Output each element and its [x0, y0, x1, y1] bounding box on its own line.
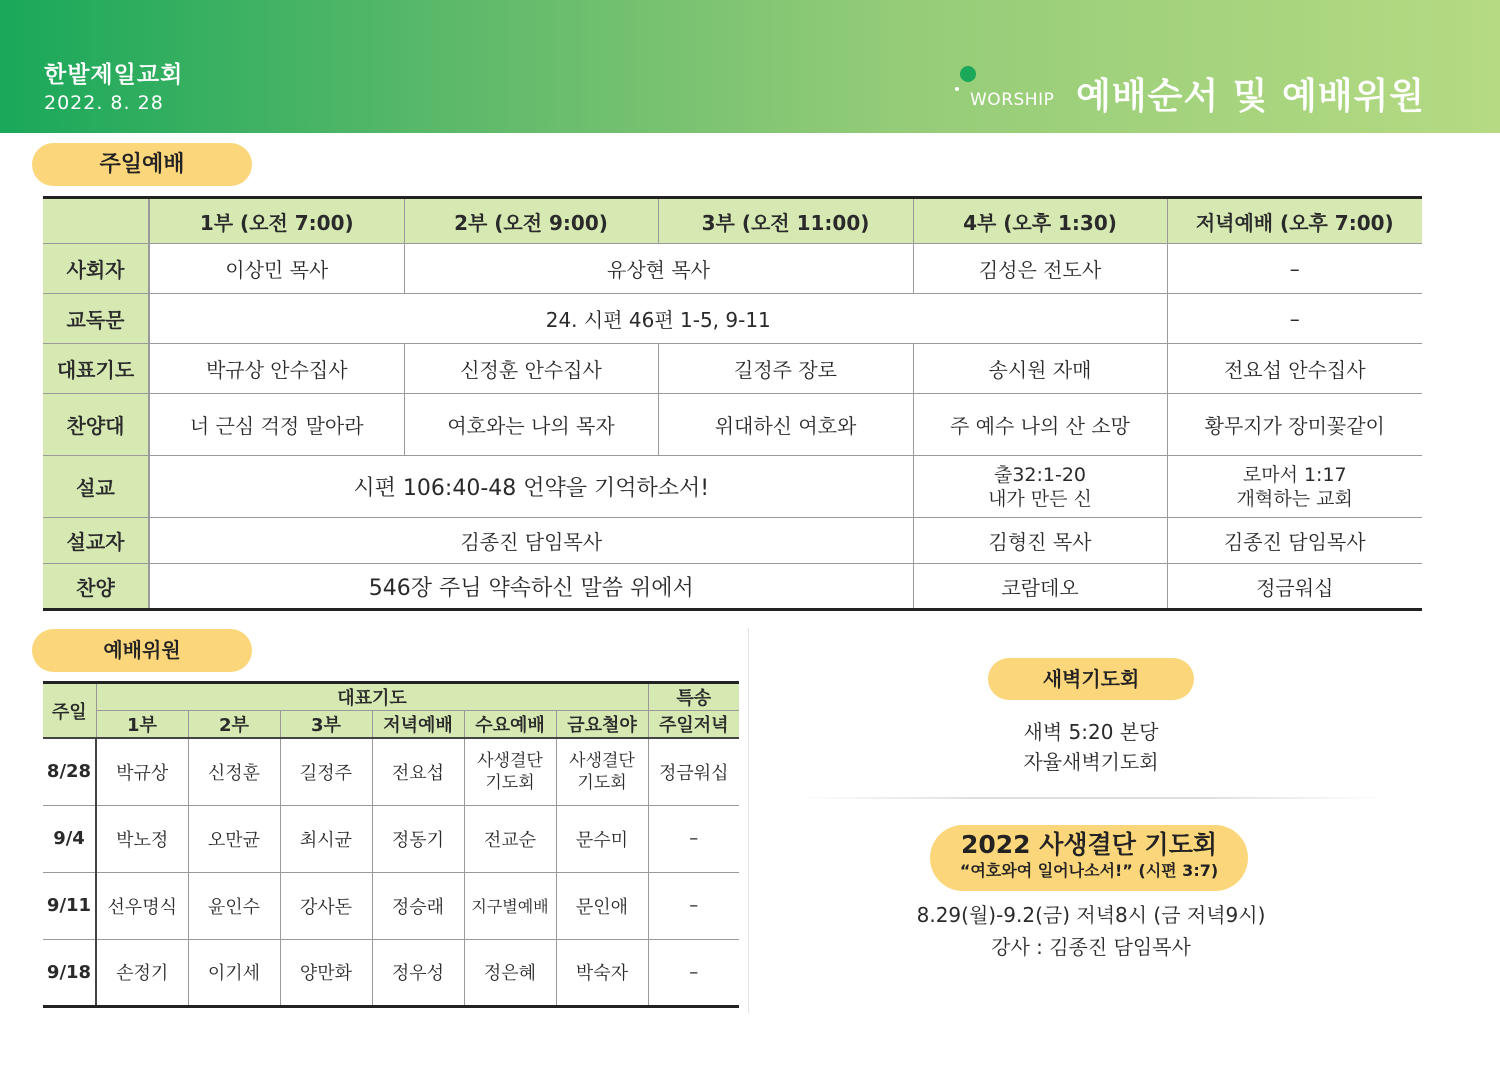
- table-cell: 정금워십: [648, 738, 739, 805]
- row-label: 설교자: [43, 518, 149, 564]
- horizontal-divider: [795, 797, 1385, 799]
- row-date: 8/28: [43, 738, 96, 805]
- section-label-en: WORSHIP: [970, 90, 1055, 110]
- table-cell: 지구별예배: [464, 872, 556, 939]
- table-header-row: [43, 198, 1422, 244]
- table-row: [43, 344, 1422, 394]
- dawn-prayer-time: 새벽 5:20 본당: [1023, 720, 1159, 744]
- table-cell: 24. 시편 46편 1-5, 9-11: [149, 294, 1167, 344]
- col-header: 주일저녁: [648, 711, 739, 739]
- row-label: 설교: [43, 456, 149, 518]
- table-cell: 유상현 목사: [404, 244, 913, 294]
- small-dot-icon: [955, 87, 959, 91]
- table-cell: 황무지가 장미꽃같이: [1167, 394, 1422, 456]
- row-label: 찬양: [43, 564, 149, 610]
- table-cell: 이상민 목사: [149, 244, 404, 294]
- row-label: 교독문: [43, 294, 149, 344]
- table-cell: –: [648, 805, 739, 872]
- revival-title: 2022 사생결단 기도회: [960, 830, 1218, 859]
- worship-staff-table: [43, 681, 739, 1008]
- table-row: [43, 244, 1422, 294]
- table-cell: –: [1167, 244, 1422, 294]
- table-row: [43, 872, 739, 939]
- table-cell: 최시균: [280, 805, 372, 872]
- table-row: [43, 394, 1422, 456]
- table-cell: 정은혜: [464, 939, 556, 1006]
- sermon-passage: 출32:1-20: [993, 463, 1087, 486]
- table-row: [43, 939, 739, 1006]
- col-header: 저녁예배: [372, 711, 464, 739]
- table-cell: 코람데오: [913, 564, 1167, 610]
- col-group-prayer: 대표기도: [96, 683, 648, 711]
- table-cell: 송시원 자매: [913, 344, 1167, 394]
- table-cell: –: [648, 872, 739, 939]
- sermon-title: 내가 만든 신: [988, 487, 1092, 510]
- row-date: 9/18: [43, 939, 96, 1006]
- table-header-row: [43, 711, 739, 739]
- worship-staff-label: 예배위원: [32, 629, 252, 672]
- table-cell: 오만균: [188, 805, 280, 872]
- table-cell: 문수미: [556, 805, 648, 872]
- dawn-prayer-desc: 자율새벽기도회: [1023, 750, 1159, 774]
- table-cell: 길정주 장로: [658, 344, 913, 394]
- table-cell: 전요섭 안수집사: [1167, 344, 1422, 394]
- table-cell: 정우성: [372, 939, 464, 1006]
- col-group-special: 특송: [648, 683, 739, 711]
- table-cell: 여호와는 나의 목자: [404, 394, 658, 456]
- vertical-divider: [748, 628, 749, 1013]
- revival-subtitle: “여호와여 일어나소서!” (시편 3:7): [959, 861, 1219, 880]
- table-cell: 시편 106:40-48 언약을 기억하소서!: [149, 456, 913, 518]
- revival-speaker: 강사 : 김종진 담임목사: [991, 935, 1191, 959]
- corner-cell: [43, 198, 149, 244]
- table-cell: 주 예수 나의 산 소망: [913, 394, 1167, 456]
- dot-icon: [960, 66, 976, 82]
- table-cell: 정동기: [372, 805, 464, 872]
- table-cell: [1167, 456, 1422, 518]
- row-label: 사회자: [43, 244, 149, 294]
- table-header-row: [43, 683, 739, 711]
- cell-line: 사생결단: [569, 750, 635, 771]
- table-cell: 길정주: [280, 738, 372, 805]
- table-cell: –: [648, 939, 739, 1006]
- col-header: 3부: [280, 711, 372, 739]
- table-cell: 박숙자: [556, 939, 648, 1006]
- col-service-1: 1부 (오전 7:00): [149, 198, 404, 244]
- table-row: [43, 564, 1422, 610]
- table-row: [43, 805, 739, 872]
- table-row: [43, 738, 739, 805]
- section-title: 예배순서 및 예배위원: [1076, 76, 1426, 117]
- church-name: 한밭제일교회: [44, 62, 184, 88]
- table-cell: 박규상: [96, 738, 188, 805]
- revival-schedule: 8.29(월)-9.2(금) 저녁8시 (금 저녁9시): [916, 903, 1266, 927]
- revival-banner: [930, 825, 1248, 891]
- bulletin-date: 2022. 8. 28: [44, 92, 164, 114]
- table-cell: 이기세: [188, 939, 280, 1006]
- table-cell: 김형진 목사: [913, 518, 1167, 564]
- table-cell: –: [1167, 294, 1422, 344]
- table-cell: 선우명식: [96, 872, 188, 939]
- table-row: [43, 456, 1422, 518]
- table-cell: 전교순: [464, 805, 556, 872]
- col-service-4: 4부 (오후 1:30): [913, 198, 1167, 244]
- table-cell: 전요섭: [372, 738, 464, 805]
- table-cell: 문인애: [556, 872, 648, 939]
- row-label: 찬양대: [43, 394, 149, 456]
- cell-line: 기도회: [485, 772, 535, 793]
- table-cell: 신정훈 안수집사: [404, 344, 658, 394]
- table-cell: 정금워십: [1167, 564, 1422, 610]
- col-evening: 저녁예배 (오후 7:00): [1167, 198, 1422, 244]
- table-cell: 너 근심 걱정 말아라: [149, 394, 404, 456]
- table-cell: 정승래: [372, 872, 464, 939]
- dawn-prayer-label: 새벽기도회: [988, 658, 1194, 700]
- row-date: 9/11: [43, 872, 96, 939]
- cell-line: 기도회: [577, 772, 627, 793]
- table-cell: 박노정: [96, 805, 188, 872]
- row-label: 대표기도: [43, 344, 149, 394]
- table-cell: [464, 738, 556, 805]
- table-cell: 양만화: [280, 939, 372, 1006]
- table-cell: 손정기: [96, 939, 188, 1006]
- sunday-worship-table: [43, 196, 1422, 611]
- col-service-3: 3부 (오전 11:00): [658, 198, 913, 244]
- sermon-title: 개혁하는 교회: [1236, 487, 1353, 510]
- header-banner: [0, 0, 1500, 133]
- table-row: [43, 518, 1422, 564]
- col-header: 2부: [188, 711, 280, 739]
- table-cell: [913, 456, 1167, 518]
- sunday-worship-label: 주일예배: [32, 143, 252, 186]
- table-cell: 김성은 전도사: [913, 244, 1167, 294]
- col-service-2: 2부 (오전 9:00): [404, 198, 658, 244]
- table-cell: 위대하신 여호와: [658, 394, 913, 456]
- cell-line: 사생결단: [477, 750, 543, 771]
- sermon-passage: 로마서 1:17: [1242, 463, 1347, 486]
- col-header: 금요철야: [556, 711, 648, 739]
- table-cell: 김종진 담임목사: [149, 518, 913, 564]
- table-cell: 윤인수: [188, 872, 280, 939]
- row-date: 9/4: [43, 805, 96, 872]
- table-cell: 박규상 안수집사: [149, 344, 404, 394]
- col-date: 주일: [43, 683, 96, 739]
- table-cell: 신정훈: [188, 738, 280, 805]
- col-header: 1부: [96, 711, 188, 739]
- table-cell: [556, 738, 648, 805]
- table-cell: 강사돈: [280, 872, 372, 939]
- table-cell: 546장 주님 약속하신 말씀 위에서: [149, 564, 913, 610]
- table-cell: 김종진 담임목사: [1167, 518, 1422, 564]
- table-row: [43, 294, 1422, 344]
- col-header: 수요예배: [464, 711, 556, 739]
